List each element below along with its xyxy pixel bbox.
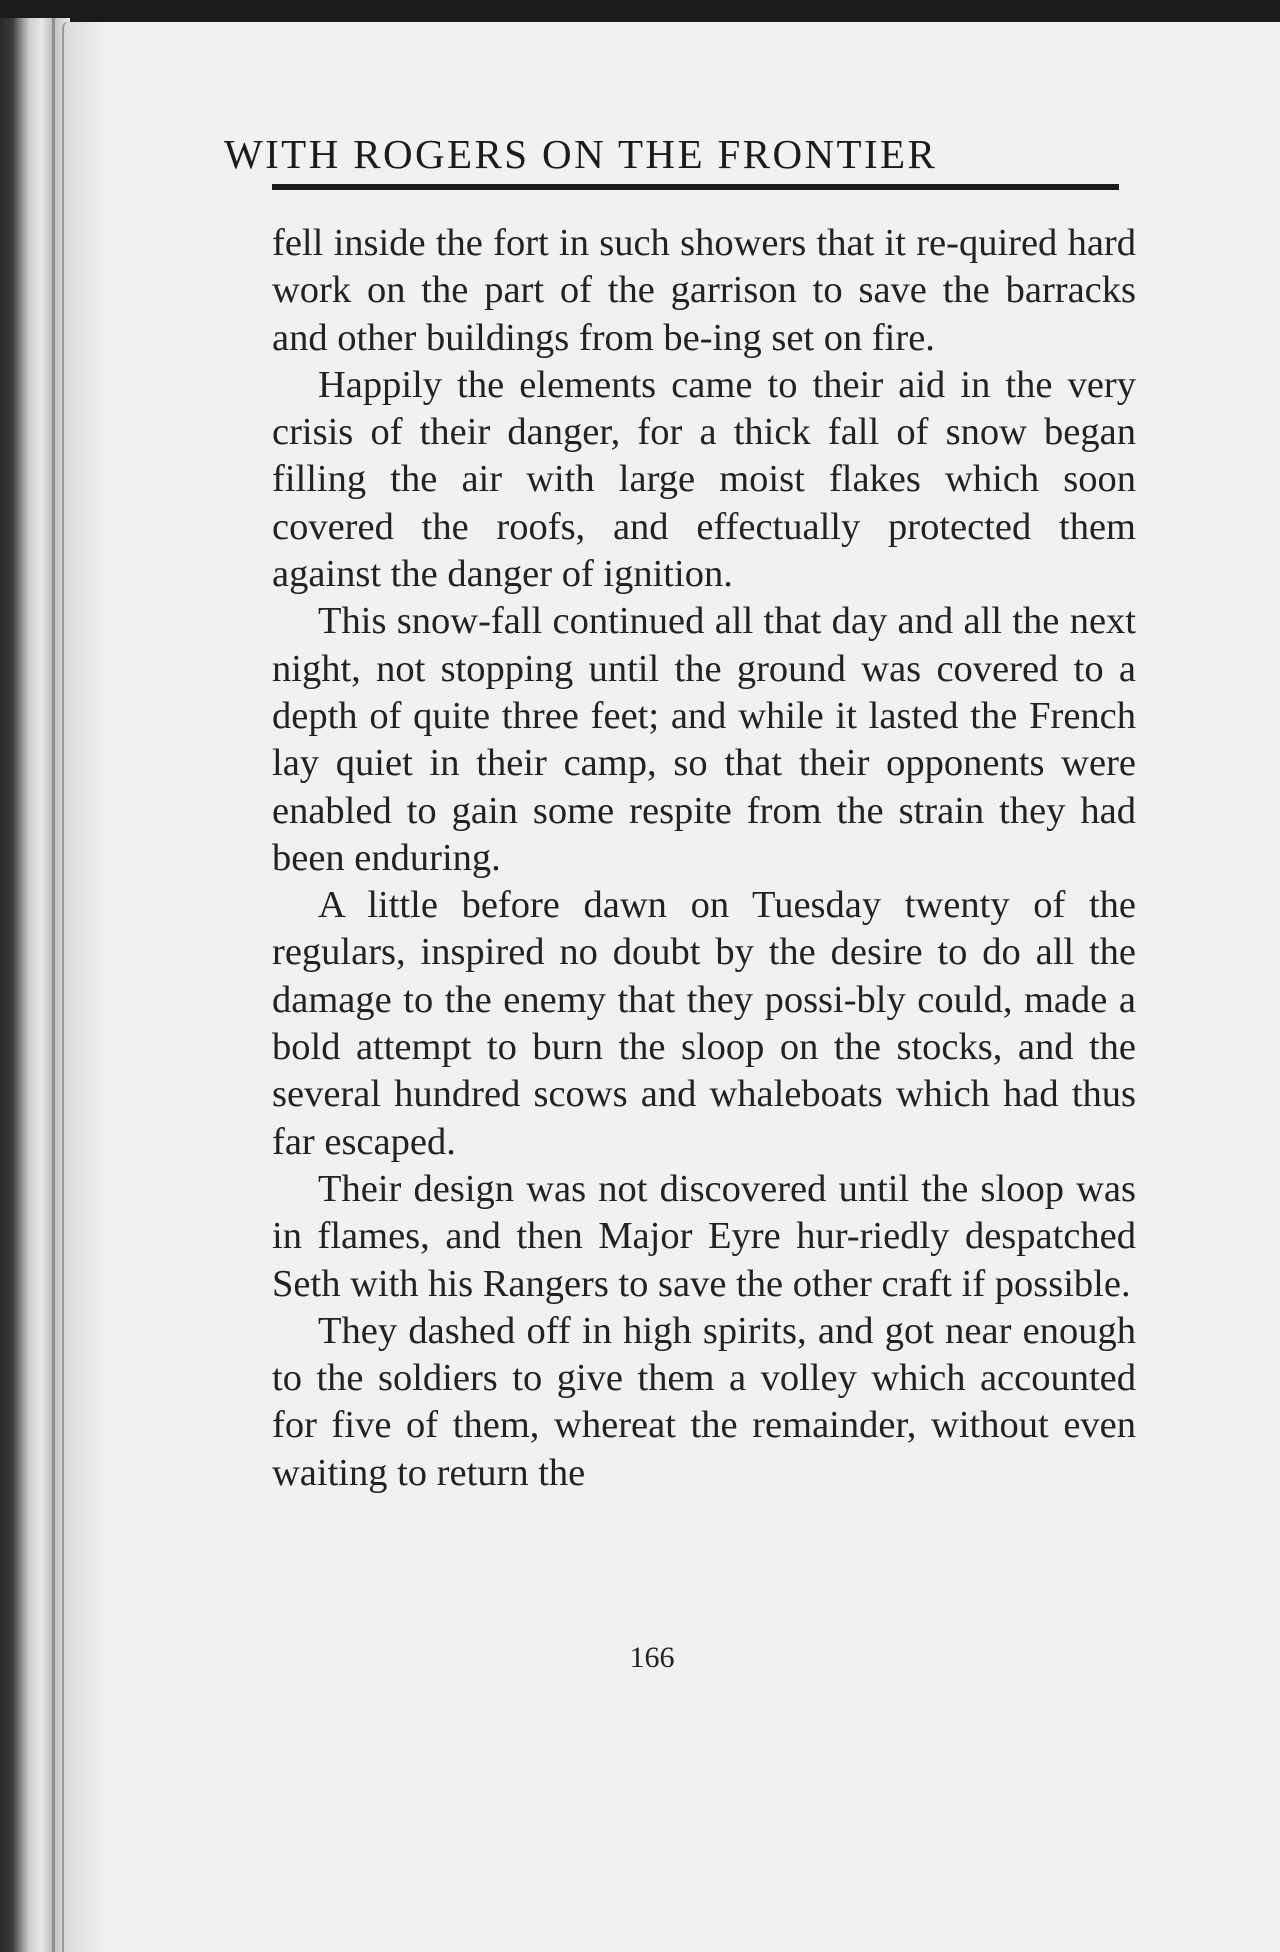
- body-text: [272, 220, 1136, 1497]
- paragraph-2: Happily the elements came to their aid in the very crisis of their danger, for a thick fall of snow began filling the air with large moist flakes which soon covered the roofs, and effectually protected them against the danger of ignition.: [272, 363, 1136, 596]
- page-number-text: 166: [629, 1641, 675, 1674]
- paragraph-1: fell inside the fort in such showers that it re-quired hard work on the part of the garrison to save the barracks and other buildings from be-ing set on fire.: [272, 222, 1136, 359]
- paragraph-5: Their design was not discovered until the sloop was in flames, and then Major Eyre hur-riedly despatched Seth with his Rangers to save the other craft if possible.: [272, 1167, 1136, 1305]
- paragraph-4: A little before dawn on Tuesday twenty of the regulars, inspired no doubt by the desire to do all the damage to the enemy that they possi-bly could, made a bold attempt to burn the sloop on the stocks, and the several hundred scows and whaleboats which had thus far escaped.: [272, 884, 1136, 1163]
- paragraph-3: This snow-fall continued all that day and all the next night, not stopping until the ground was covered to a depth of quite three feet; and while it lasted the French lay quiet in their camp, so that their opponents were enabled to gain some respite from the strain they had been enduring.: [272, 600, 1136, 879]
- page-number: [0, 1641, 1280, 1675]
- running-head-rule: [272, 184, 1119, 190]
- running-head: WITH ROGERS ON THE FRONTIER: [224, 131, 938, 177]
- paragraph-6: They dashed off in high spirits, and got near enough to the soldiers to give them a volley which accounted for five of them, whereat the remainder, without even waiting to return the: [272, 1309, 1136, 1494]
